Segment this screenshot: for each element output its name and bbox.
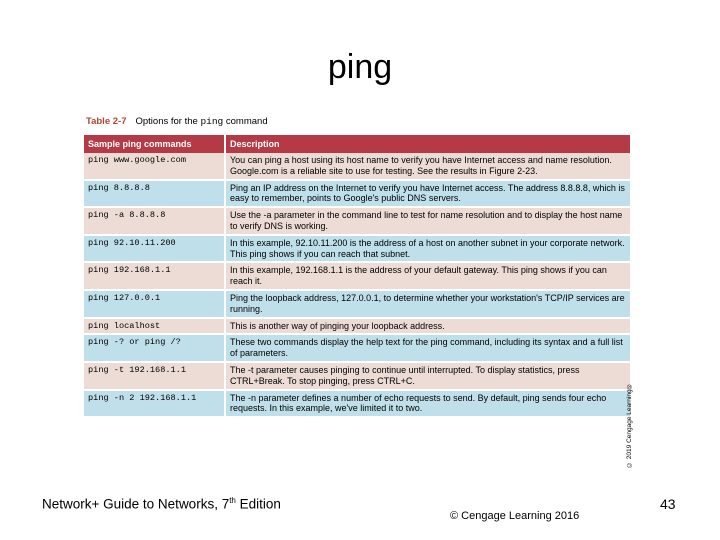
description-cell: In this example, 92.10.11.200 is the address of a host on another subnet in your corporate network. This ping shows if you can reach that subnet.	[225, 235, 630, 263]
description-cell: Ping an IP address on the Internet to verify you have Internet access. The address 8.8.8.8, which is easy to remember, points to Google's public DNS servers.	[225, 180, 630, 208]
table-row	[84, 207, 630, 235]
table-row	[84, 362, 630, 390]
table-row	[84, 262, 630, 290]
footer-book-superscript: th	[229, 496, 236, 505]
table-header-row	[84, 135, 630, 153]
command-cell: ping -t 192.168.1.1	[84, 362, 225, 390]
table-caption-number: Table 2-7	[86, 116, 127, 127]
footer-book-prefix: Network+ Guide to Networks, 7	[42, 496, 230, 512]
description-cell: Ping the loopback address, 127.0.0.1, to determine whether your workstation's TCP/IP services are running.	[225, 290, 630, 318]
description-cell: In this example, 192.168.1.1 is the address of your default gateway. This ping shows if you can reach it.	[225, 262, 630, 290]
table-row	[84, 334, 630, 362]
description-cell: The -n parameter defines a number of echo requests to send. By default, ping sends four echo requests. In this example, we've limited it to two.	[225, 390, 630, 418]
table-row	[84, 153, 630, 180]
command-cell: ping 92.10.11.200	[84, 235, 225, 263]
command-cell: ping 192.168.1.1	[84, 262, 225, 290]
footer-book-suffix: Edition	[235, 496, 281, 512]
table-caption-prefix: Options for the	[135, 116, 201, 127]
table-row	[84, 290, 630, 318]
command-cell: ping -? or ping /?	[84, 334, 225, 362]
header-sample-commands: Sample ping commands	[84, 135, 225, 153]
table-caption-command: ping	[200, 116, 224, 127]
table-caption-suffix: command	[223, 116, 268, 127]
table-row	[84, 180, 630, 208]
description-cell: The -t parameter causes pinging to continue until interrupted. To display statistics, press CTRL+Break. To stop pinging, press CTRL+C.	[225, 362, 630, 390]
table-row	[84, 318, 630, 335]
side-copyright-notice: © 2019 Cengage Learning®	[626, 382, 633, 468]
footer-book-title	[42, 496, 281, 512]
command-cell: ping 8.8.8.8	[84, 180, 225, 208]
header-description: Description	[225, 135, 630, 153]
description-cell: Use the -a parameter in the command line to test for name resolution and to display the host name to verify DNS is working.	[225, 207, 630, 235]
command-cell: ping localhost	[84, 318, 225, 335]
description-cell: These two commands display the help text for the ping command, including its syntax and a full list of parameters.	[225, 334, 630, 362]
table-row	[84, 390, 630, 418]
table-caption	[86, 116, 268, 127]
description-cell: This is another way of pinging your loopback address.	[225, 318, 630, 335]
command-cell: ping www.google.com	[84, 153, 225, 180]
page-number: 43	[660, 496, 676, 512]
description-cell: You can ping a host using its host name to verify you have Internet access and name resolution. Google.com is a reliable site to use for testing. See the results in Figure 2-23.	[225, 153, 630, 180]
command-cell: ping 127.0.0.1	[84, 290, 225, 318]
command-cell: ping -a 8.8.8.8	[84, 207, 225, 235]
table-row	[84, 235, 630, 263]
footer-copyright: © Cengage Learning 2016	[450, 510, 580, 522]
command-cell: ping -n 2 192.168.1.1	[84, 390, 225, 418]
ping-options-table	[84, 135, 630, 418]
slide-title: ping	[327, 48, 393, 86]
